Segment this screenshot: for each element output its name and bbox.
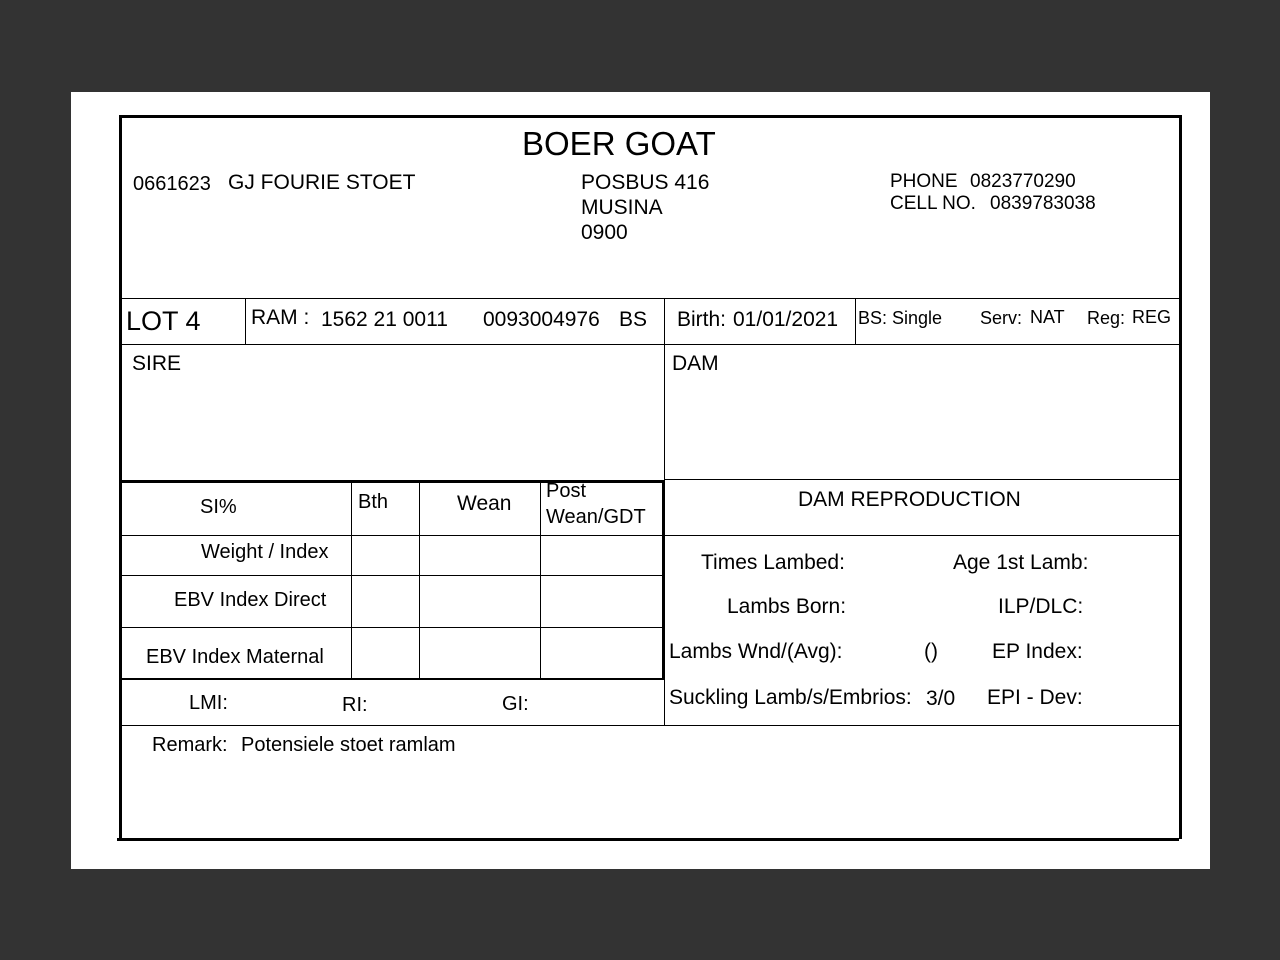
frame-top [119, 115, 1181, 118]
rule-header-bottom [119, 298, 1179, 299]
cell-label: CELL NO. [890, 193, 976, 214]
breeder-name: GJ FOURIE STOET [228, 171, 416, 194]
post-wean-header-line-1: Post [546, 480, 587, 502]
ebv-direct-row-label: EBV Index Direct [174, 589, 327, 611]
cell-number: 0839783038 [990, 193, 1096, 214]
rule-table-bottom [119, 678, 664, 680]
registration-number: 0093004976 [483, 308, 600, 331]
phone-number: 0823770290 [970, 171, 1076, 192]
remark-text: Potensiele stoet ramlam [241, 734, 456, 756]
lambs-weaned-label: Lambs Wnd/(Avg): [669, 640, 843, 663]
address-line-1: POSBUS 416 [581, 171, 710, 194]
rule-lot-divider [245, 298, 246, 344]
gi-label: GI: [502, 693, 529, 715]
lot-label: LOT 4 [126, 306, 201, 336]
rule-table-col-3 [540, 483, 541, 679]
address-line-3: 0900 [581, 221, 628, 244]
rule-table-col-1 [351, 483, 352, 679]
lmi-label: LMI: [189, 692, 228, 714]
sire-label: SIRE [132, 352, 182, 375]
ep-index-label: EP Index: [992, 640, 1083, 663]
rule-table-header-bottom [119, 535, 1179, 536]
remark-label: Remark: [152, 734, 228, 756]
lambs-weaned-value: () [924, 640, 938, 663]
reg-value: REG [1132, 307, 1172, 327]
weight-index-row-label: Weight / Index [201, 541, 329, 563]
ri-label: RI: [342, 694, 368, 716]
suckling-label: Suckling Lamb/s/Embrios: [669, 686, 912, 709]
phone-label: PHONE [890, 171, 958, 192]
service-label: Serv: [980, 308, 1023, 328]
rule-birth-divider [855, 298, 856, 344]
frame-right [1179, 115, 1182, 839]
lambs-born-label: Lambs Born: [727, 595, 847, 618]
rule-dam-bottom [664, 479, 1179, 480]
ilp-dlc-label: ILP/DLC: [998, 595, 1084, 618]
post-wean-header-line-2: Wean/GDT [546, 506, 646, 528]
card-title: BOER GOAT [522, 125, 716, 162]
frame-bottom [117, 838, 1179, 841]
dam-label: DAM [672, 352, 719, 375]
rule-row2-bottom [119, 627, 664, 628]
rule-lot-bottom [119, 344, 1179, 345]
breed-code: BS [619, 308, 648, 331]
birth-label: Birth: [677, 308, 727, 331]
rule-table-right [662, 483, 665, 679]
times-lambed-label: Times Lambed: [701, 551, 845, 574]
epi-dev-label: EPI - Dev: [987, 686, 1083, 709]
address-line-2: MUSINA [581, 196, 663, 219]
birth-status: BS: Single [858, 308, 943, 328]
reg-label: Reg: [1087, 308, 1126, 328]
si-header: SI% [200, 496, 237, 518]
age-first-lamb-label: Age 1st Lamb: [953, 551, 1089, 574]
rule-table-col-2 [419, 483, 420, 679]
rule-indices-bottom [119, 725, 1179, 726]
wean-header: Wean [457, 492, 512, 515]
ram-id: 1562 21 0011 [321, 308, 448, 331]
breeder-code: 0661623 [133, 173, 211, 195]
bth-header: Bth [358, 491, 389, 513]
rule-row1-bottom [119, 575, 664, 576]
dam-reproduction-title: DAM REPRODUCTION [798, 488, 1021, 511]
service-value: NAT [1030, 307, 1065, 327]
ram-label: RAM : [251, 306, 310, 329]
ebv-maternal-row-label: EBV Index Maternal [146, 646, 324, 668]
frame-left [119, 115, 122, 839]
lot-card [71, 92, 1210, 869]
birth-date: 01/01/2021 [733, 308, 839, 331]
suckling-value: 3/0 [926, 687, 956, 710]
